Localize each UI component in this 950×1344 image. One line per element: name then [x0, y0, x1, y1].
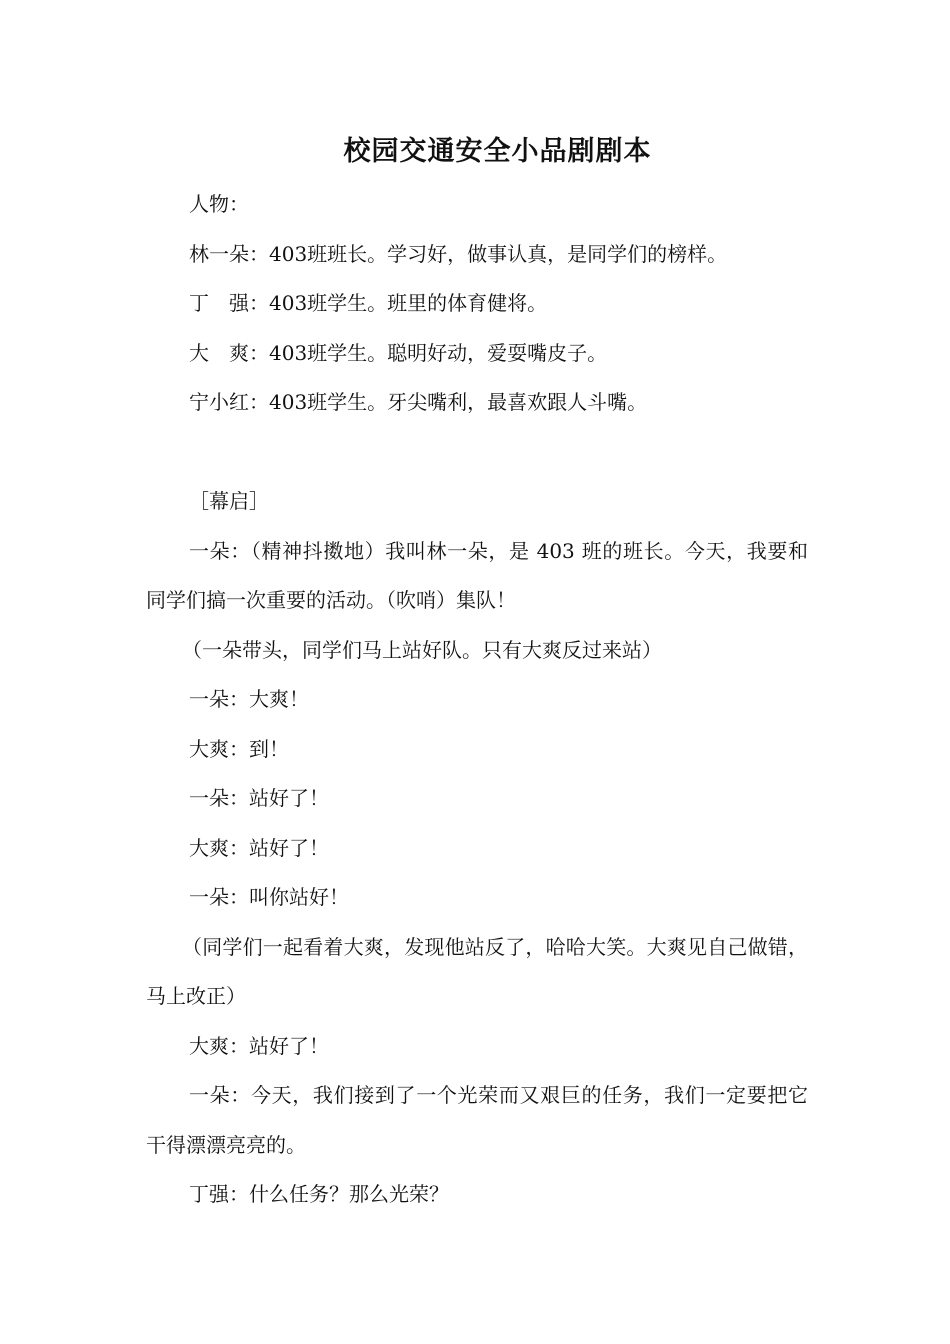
character-name: 林一朵 [189, 241, 249, 266]
dialogue-line: 大爽：站好了！ [189, 1033, 329, 1058]
character-name-spaced [189, 279, 249, 329]
dialogue-line: 大爽：到！ [189, 736, 289, 761]
dialogue-line: 丁强：什么任务？那么光荣？ [189, 1182, 449, 1206]
character-desc: ：403班学生。牙尖嘴利，最喜欢跟人斗嘴。 [249, 390, 648, 414]
character-name-part: 爽 [229, 340, 249, 365]
stage-direction: （一朵带头，同学们马上站好队。只有大爽反过来站） [182, 637, 662, 662]
character-name: 宁小红 [189, 390, 249, 414]
scene-start: ［幕启］ [189, 489, 269, 513]
character-name-part: 丁 [189, 291, 209, 315]
dialogue-line: 一朵：叫你站好！ [189, 885, 349, 909]
character-entry [146, 230, 808, 280]
script-body [146, 180, 808, 1220]
stage-direction: （同学们一起看着大爽，发现他站反了，哈哈大笑。大爽见自己做错，马上改正） [146, 934, 808, 1008]
character-name-part: 大 [189, 340, 209, 365]
page-title: 校园交通安全小品剧剧本 [343, 136, 652, 167]
character-name-part: 强 [229, 291, 249, 315]
dialogue-line: 一朵：（精神抖擞地）我叫林一朵，是 403 班的班长。今天，我要和同学们搞一次重要的活动。（吹哨）集队！ [146, 538, 808, 612]
blank-line [146, 428, 808, 478]
character-desc: ：403班学生。班里的体育健将。 [249, 291, 548, 315]
dialogue-line: 大爽：站好了！ [189, 835, 329, 860]
dialogue-line: 一朵：今天，我们接到了一个光荣而又艰巨的任务，我们一定要把它干得漂漂亮亮的。 [146, 1083, 808, 1157]
character-name-spaced [189, 329, 249, 379]
character-entry [146, 329, 808, 379]
dialogue-line: 一朵：站好了！ [189, 786, 329, 810]
character-desc: ：403班学生。聪明好动，爱耍嘴皮子。 [249, 340, 608, 365]
character-entry [146, 378, 808, 428]
characters-heading: 人物： [189, 192, 249, 216]
character-desc: ：403班班长。学习好，做事认真，是同学们的榜样。 [249, 241, 728, 266]
character-entry [146, 279, 808, 329]
dialogue-line: 一朵：大爽！ [189, 687, 309, 711]
